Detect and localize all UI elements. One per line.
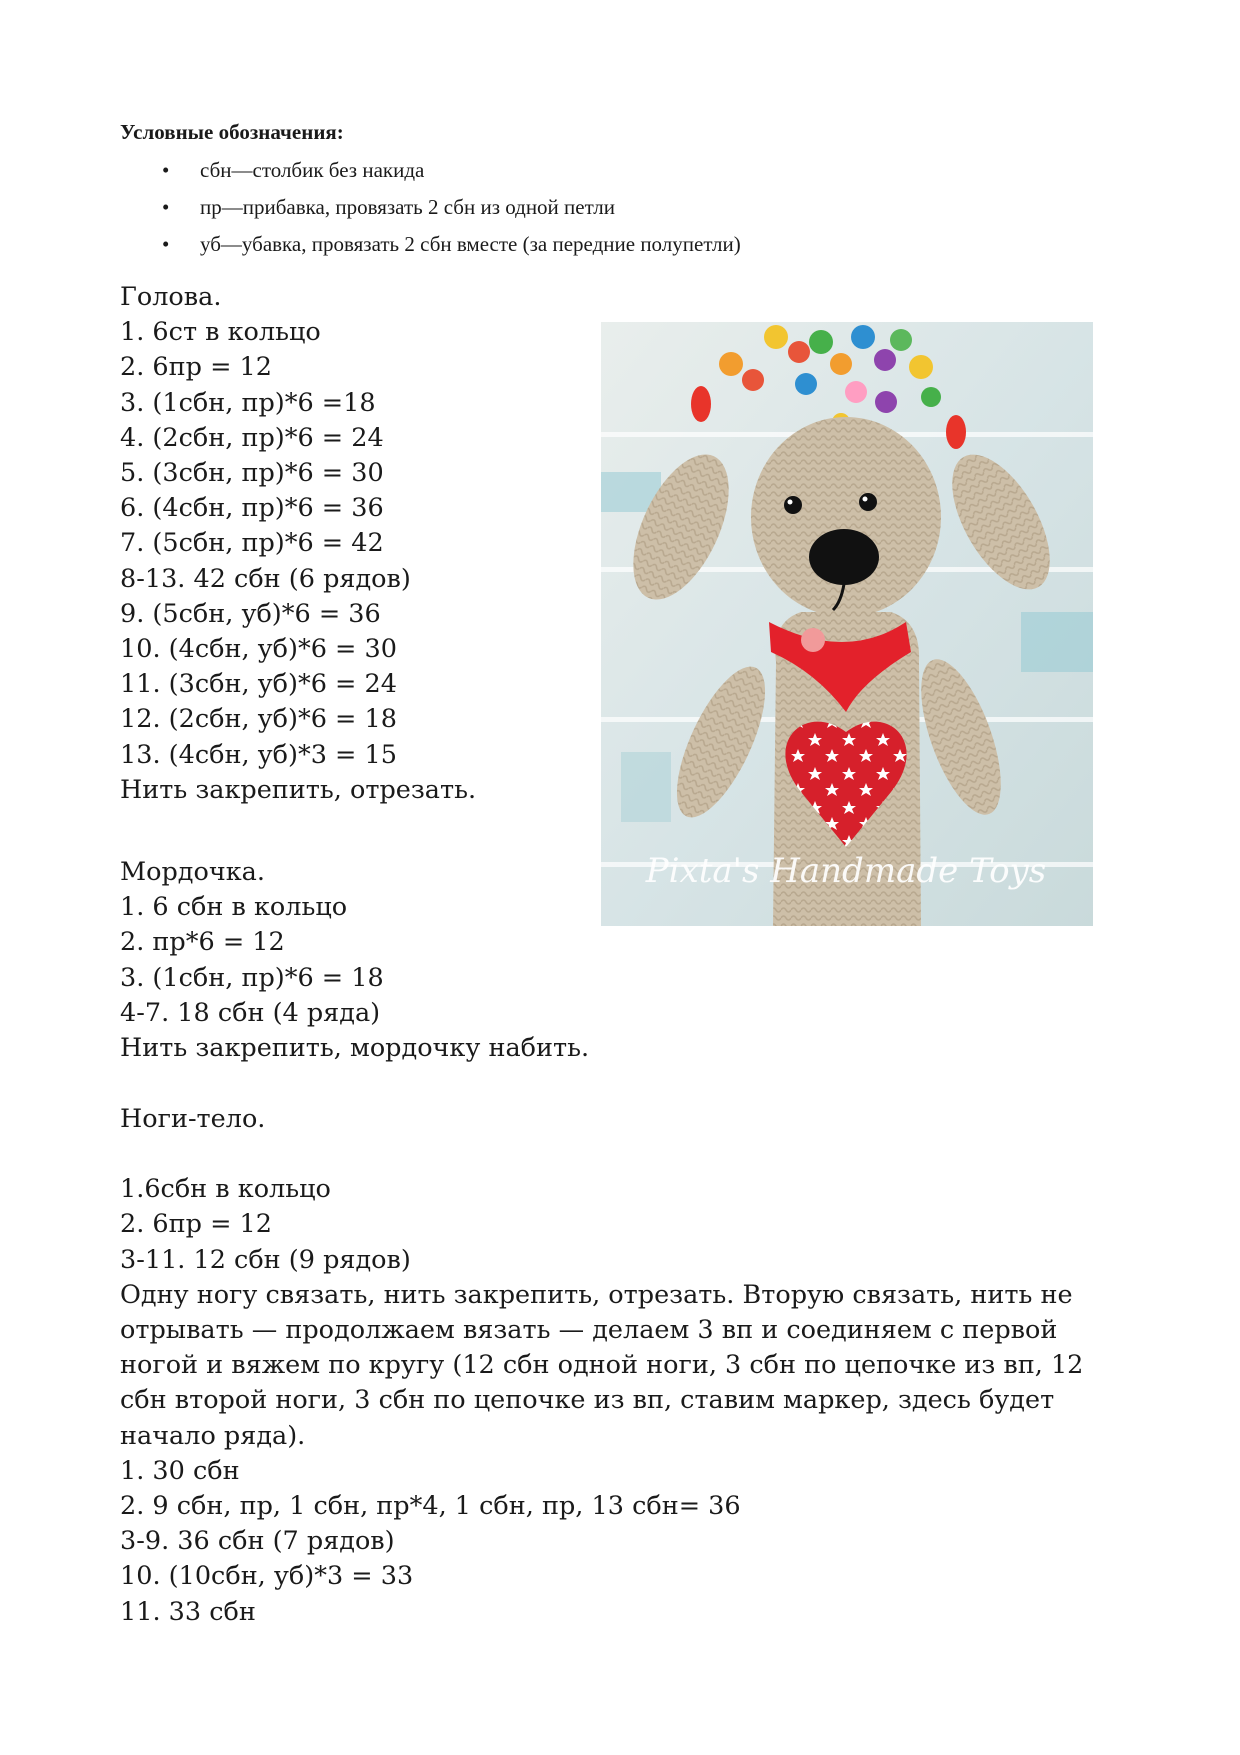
pattern-row: 10. (10сбн, уб)*3 = 33 [120,1561,414,1592]
section-title-legs-body: Ноги-тело. [120,1104,266,1134]
toy-photo [601,322,1093,926]
pattern-row: 6. (4сбн, пр)*6 = 36 [120,493,384,524]
legend-item: • уб—убавка, провязать 2 сбн вместе (за передние полупетли) [120,226,1120,263]
bullet-icon: • [162,232,170,256]
instruction-paragraph: Одну ногу связать, нить закрепить, отрезать. Вторую связать, нить не отрывать — продолжаем вязать — делаем 3 вп и соединяем с первой ногой и вяжем по кругу (12 сбн одной ноги, 3 сбн по цепочке из вп, 12 сбн второй ноги, 3 сбн по цепочке из вп, ставим маркер, здесь будет начало ряда). [120,1279,1084,1451]
bullet-icon: • [162,195,170,219]
pattern-row: 12. (2сбн, уб)*6 = 18 [120,704,397,735]
pattern-row: 7. (5сбн, пр)*6 = 42 [120,528,384,559]
legend-list [120,152,1120,263]
pattern-row: 4-7. 18 сбн (4 ряда) [120,997,381,1028]
bullet-icon: • [162,158,170,182]
section-muzzle [120,855,1120,1066]
pattern-row: 2. 6пр = 12 [120,352,273,383]
pattern-row: 13. (4сбн, уб)*3 = 15 [120,739,397,770]
pattern-row: 8-13. 42 сбн (6 рядов) [120,563,411,594]
pattern-row: 10. (4сбн, уб)*6 = 30 [120,634,397,665]
pattern-row: Нить закрепить, отрезать. [120,774,477,805]
pattern-row: 2. 9 сбн, пр, 1 сбн, пр*4, 1 сбн, пр, 13 сбн= 36 [120,1491,741,1522]
pattern-row: 5. (3сбн, пр)*6 = 30 [120,458,384,489]
legend-item: • сбн—столбик без накида [120,152,1120,189]
pattern-row: 3-9. 36 сбн (7 рядов) [120,1526,395,1557]
pattern-row: 11. (3сбн, уб)*6 = 24 [120,669,397,700]
section-title-head: Голова. [120,282,222,312]
pattern-row: 1. 6ст в кольцо [120,317,321,348]
pattern-row: 3. (1сбн, пр)*6 = 18 [120,962,384,993]
pattern-row: 1. 6 сбн в кольцо [120,892,348,923]
legend-title: Условные обозначения: [120,120,344,144]
pattern-row: Нить закрепить, мордочку набить. [120,1033,590,1064]
pattern-row: 1. 30 сбн [120,1455,240,1486]
pattern-row: 3. (1сбн, пр)*6 =18 [120,387,376,418]
pattern-row: 4. (2сбн, пр)*6 = 24 [120,422,384,453]
legend [120,118,1120,263]
pattern-row: 2. пр*6 = 12 [120,927,285,958]
legend-item: • пр—прибавка, провязать 2 сбн из одной петли [120,189,1120,226]
pattern-row: 9. (5сбн, уб)*6 = 36 [120,598,381,629]
section-title-muzzle: Мордочка. [120,857,265,887]
pattern-row: 2. 6пр = 12 [120,1209,273,1240]
pattern-row: 3-11. 12 сбн (9 рядов) [120,1244,411,1275]
toy-photo-illustration [601,322,1093,926]
pattern-row: 11. 33 сбн [120,1596,256,1627]
pattern-row: 1.6сбн в кольцо [120,1174,331,1205]
section-legs-body [120,1102,1120,1630]
photo-watermark: Pixta's Handmade Toys [645,851,1047,891]
